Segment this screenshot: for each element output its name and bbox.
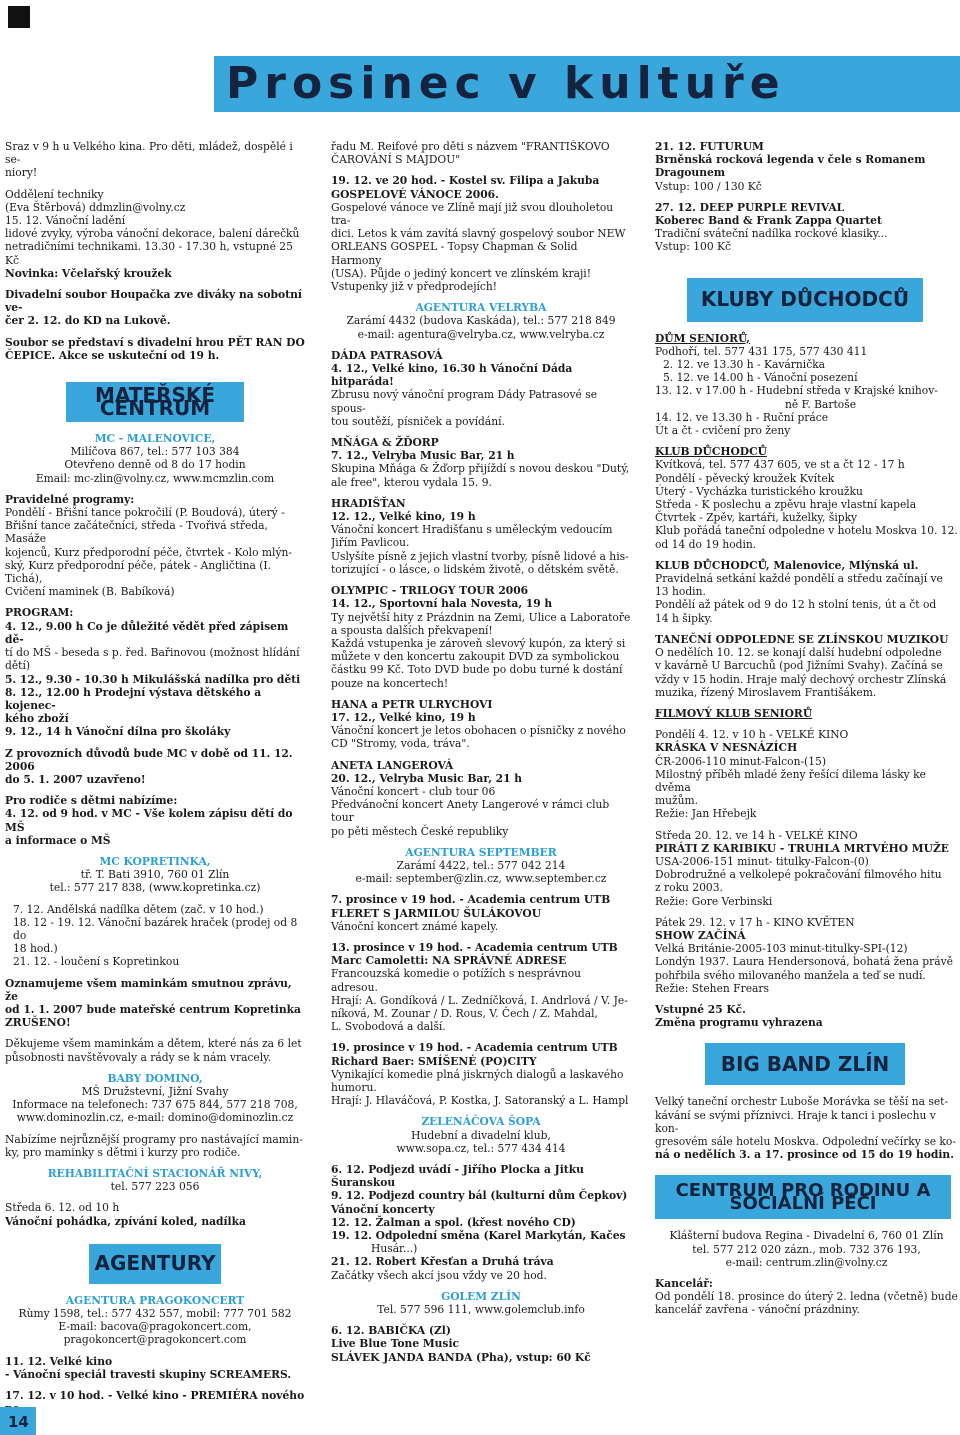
mnaga: MŇÁGA & ŽĎORP 7. 12., Velryba Music Bar, 21 h Skupina Mňága & Žďorp přijíždí s novou deskou "Dutý, ale free", kterou vydala 15. 9. [331, 436, 630, 489]
centrum-address: Klášterní budova Regina - Divadelní 6, 760 01 Zlín tel. 577 212 020 zázn., mob. 732 376 193, e-mail: centrum.zlin@volny.cz [669, 1229, 944, 1269]
kancelar: Kancelář: Od pondělí 18. prosince do úterý 2. ledna (včetně) bude kancelář zavřena - vánoční prázdniny. [655, 1277, 958, 1317]
langerova: ANETA LANGEROVÁ 20. 12., Velryba Music Bar, 21 h Vánoční koncert - club tour 06 Předvánoční koncert Anety Langerové v rámci club tour po pěti městech České republiky [331, 758, 610, 838]
futurum: 21. 12. FUTURUM Brněnská rocková legenda v čele s Romanem Dragounem Vstup: 100 / 130 Kč [655, 140, 926, 193]
pro-rodice: Pro rodiče s dětmi nabízíme: 4. 12. od 9 hod. v MC - Vše kolem zápisu dětí do MŠ a informace o MŠ [5, 794, 293, 847]
dum-senioru: DŮM SENIORŮ, Podhoří, tel. 577 431 175, 577 430 411 2. 12. ve 13.30 h - Kavárnička 5. 12. ve 14.00 h - Vánoční posezení 13. 12. v 17.00 h - Hudební středa v Krajské knihov- ně F. Bartoše 14. 12. ve 13.30 h - Ruční práce Út a čt - cvičení pro ženy [655, 331, 938, 438]
golem-items: 6. 12. BABIČKA (Zl) Live Blue Tone Music SLÁVEK JANDA BANDA (Pha), vstup: 60 Kč [331, 1324, 591, 1364]
golem-zlin: GOLEM ZLÍN Tel. 577 596 111, www.golemclub.info [377, 1289, 585, 1317]
divadelni-soubor: Divadelní soubor Houpačka zve diváky na sobotní ve- čer 2. 12. do KD na Lukově. [5, 288, 302, 328]
big-band-text: Velký taneční orchestr Luboše Morávka se těší na set- kávání se svými příznivci. Hraje k tanci i poslechu v kon- gresovém sále hotelu Moskva. Odpolední večírky se ko- ná o nedělích 3. a 17. prosince od 15 do 19 hodin. [655, 1095, 956, 1162]
film-kraska: Pondělí 4. 12. v 10 h - VELKÉ KINO KRÁSKA V NESNÁZÍCH ČR-2006-110 minut-Falcon-(15) Milostný příběh mladé ženy řešící dilema lásky ke dvěma mužům. Režie: Jan Hřebejk [655, 728, 926, 821]
hradistan: HRADIŠŤAN 12. 12., Velké kino, 19 h Vánoční koncert Hradišťanu s uměleckým vedoucím Jiřím Pavlicou. Uslyšíte písně z jejich vlastní tvorby, písně lidové a his- torizující - o lásce, o lidském životě, o dětském světě. [331, 496, 629, 576]
zelenacova-sopa: ZELENÁČOVA ŠOPA Hudební a divadelní klub, www.sopa.cz, tel.: 577 434 414 [396, 1115, 566, 1155]
agentura-pragokoncert: AGENTURA PRAGOKONCERT Rùmy 1598, tel.: 577 432 557, mobil: 777 701 582 E-mail: bacova@pragokoncert.com, pragokoncert@pragokoncert.com [18, 1293, 292, 1347]
title-banner [214, 56, 960, 112]
page-title: Prosinec v kultuře [226, 58, 786, 109]
oddeleni-techniky: Oddělení techniky (Eva Štěrbová) ddmzlin@volny.cz 15. 12. Vánoční ladění lidové zvyky, výroba vánoční dekorace, balení dárečků netradičními technikami. 13.30 - 17.30 h, vstupné 25 Kč Novinka: Včelařský kroužek [5, 187, 300, 280]
column-3 [655, 140, 958, 1410]
section-heading-agentury: AGENTURY [89, 1244, 221, 1284]
film-pirati: Středa 20. 12. ve 14 h - VELKÉ KINO PIRÁTI Z KARIBIKU - TRUHLA MRTVÉHO MUŽE USA-2006-151 minut- titulky-Falcon-(0) Dobrodružné a velkolepé pokračování filmového hitu z roku 2003. Režie: Gore Verbinski [655, 828, 949, 908]
rehab-stacionar: REHABILITAČNÍ STACIONÁŘ NIVY, tel. 577 223 056 [47, 1167, 263, 1194]
page-number: 14 [8, 1413, 29, 1431]
corner-square [8, 6, 30, 28]
deep-purple: 27. 12. DEEP PURPLE REVIVAL Koberec Band & Frank Zappa Quartet Tradiční sváteční nadílka rockové klasiky... Vstup: 100 Kč [655, 200, 888, 254]
provoz-notice: Z provozních důvodů bude MC v době od 11. 12. 2006 do 5. 1. 2007 uzavřeno! [5, 746, 293, 786]
soubor-hra: Soubor se představí s divadelní hrou PĚT RAN DO ČEPICE. Akce se uskuteční od 19 h. [5, 335, 305, 362]
dada: DÁDA PATRASOVÁ 4. 12., Velké kino, 16.30 h Vánoční Dáda hitparáda! Zbrusu nový vánoční program Dády Patrasové se spous- tou soutěží, písniček a povídání. [331, 348, 598, 428]
agentura-september: AGENTURA SEPTEMBER Zarámí 4422, tel.: 577 042 214 e-mail: september@zlin.cz, www.september.cz [355, 845, 607, 886]
column-2 [331, 140, 631, 1390]
mc-kopretinka: MC KOPRETINKA, tř. T. Bati 3910, 760 01 Zlín tel.: 577 217 838, (www.kopretinka.cz) [49, 854, 261, 895]
section-heading-big-band: BIG BAND ZLÍN [705, 1043, 905, 1085]
pravidelne-programy: Pravidelné programy: Pondělí - Břišní tance pokročilí (P. Boudová), úterý - Břišní tance začátečníci, středa - Tvořivá středa, Masáže kojenců, Kurz předporodní péče, čtvrtek - Kolo mlýn- ský, Kurz předporodní péče, pátek - Angličtina (I. Tichá), Cvičení maminek (B. Babíková) [5, 492, 293, 599]
utb-adresa: 13. prosince v 19 hod. - Academia centrum UTB Marc Camoletti: NA SPRÁVNÉ ADRESE Francouzská komedie o potížích s nesprávnou adresou. Hrají: A. Gondíková / L. Zedníčková, I. Andrlová / V. Je- níková, M. Zounar / D. Rous, V. Čech / Z. Mahdal, L. Svobodová a další. [331, 940, 628, 1034]
intro-text: Sraz v 9 h u Velkého kina. Pro děti, mládež, dospělé i se- niory! [5, 140, 293, 180]
section-heading-materske-centrum: MATEŘSKÉ CENTRUM [66, 382, 244, 422]
utb-fleret: 7. prosince v 19 hod. - Academia centrum UTB FLERET S JARMILOU ŠULÁKOVOU Vánoční koncert známé kapely. [331, 893, 611, 933]
olympic: OLYMPIC - TRILOGY TOUR 2006 14. 12., Sportovní hala Novesta, 19 h Ty největší hity z Prázdnin na Zemi, Ulice a Laboratoře a spousta dalších překvapení! Každá vstupenka je zároveň slevový kupón, za který si můžete v den koncertu zakoupit DVD za symbolickou částku 99 Kč. Toto DVD bude po dobu turné k dostání pouze na koncertech! [331, 584, 631, 690]
ulrychovi: HANA a PETR ULRYCHOVI 17. 12., Velké kino, 19 h Vánoční koncert je letos obohacen o písničky z nového CD "Stromy, voda, tráva". [331, 697, 626, 751]
section-heading-kluby-duchodcu: KLUBY DŮCHODCŮ [687, 278, 923, 322]
program-list: PROGRAM: 4. 12., 9.00 h Co je důležité vědět před zápisem dě- tí do MŠ - beseda s p. řed. Bařinovou (možnost hlídání dětí) 5. 12., 9.30 - 10.30 h Mikulášská nadílka pro děti 8. 12., 12.00 h Prodejní výstava dětského a kojenec- kého zboží 9. 12., 14 h Vánoční dílna pro školáky [5, 606, 301, 739]
agentura-velryba: AGENTURA VELRYBA Zarámí 4432 (budova Kaskáda), tel.: 577 218 849 e-mail: agentura@velryba.cz, www.velryba.cz [346, 301, 616, 341]
oznameni: Oznamujeme všem maminkám smutnou zprávu, že od 1. 1. 2007 bude mateřské centrum Kopretinka ZRUŠENO! [5, 976, 301, 1030]
gospel: 19. 12. ve 20 hod. - Kostel sv. Filipa a Jakuba GOSPELOVÉ VÁNOCE 2006. Gospelové vánoce ve Zlíně mají již svou dlouholetou tra- dici. Letos k vám zavítá slavný gospelový soubor NEW ORLEANS GOSPEL - Topsy Chapman & Solid Harmony (USA). Půjde o jediný koncert ve zlínském kraji! Vstupenky již v předprodejích! [331, 174, 626, 294]
kopretinka-items: 7. 12. Andělská nadílka dětem (zač. v 10 hod.) 18. 12 - 19. 12. Vánoční bazárek hraček (prodej od 8 do 18 hod.) 21. 12. - loučení s Kopretinkou [13, 902, 298, 969]
mc-malenovice: MC - MALENOVICE, Milíčova 867, tel.: 577 103 384 Otevřeno denně od 8 do 17 hodin Email: mc-zlin@volny.cz, www.mcmzlin.com [35, 432, 275, 485]
sopa-items: 6. 12. Podjezd uvádí - Jiřího Plocka a Jitku Šuranskou 9. 12. Podjezd country bál (kulturní dům Čepkov) Vánoční koncerty 12. 12. Žalman a spol. (křest nového CD) 19. 12. Odpolední směna (Karel Markytán, Kačes Husár...) 21. 12. Robert Křesťan a Druhá tráva Začátky všech akcí jsou vždy ve 20 hod. [331, 1163, 628, 1282]
filmovy-klub-title: FILMOVÝ KLUB SENIORŮ [655, 706, 813, 720]
section-heading-centrum-pro-rodinu: CENTRUM PRO RODINU A SOCIÁLNÍ PÉČI [655, 1175, 951, 1219]
prago-items: 11. 12. Velké kino - Vánoční speciál travesti skupiny SCREAMERS. 17. 12. v 10 hod. - Velké kino - PREMIÉRA nového [5, 1354, 305, 1403]
vstupne: Vstupné 25 Kč. Změna programu vyhrazena [655, 1002, 823, 1030]
streda-pohadka: Středa 6. 12. od 10 h Vánoční pohádka, zpívání koled, nadílka [5, 1201, 246, 1228]
reifova-cont: řadu M. Reifové pro děti s názvem "FRANTIŠKOVO ČAROVÁNÍ S MAJDOU" [331, 140, 610, 167]
utb-pocity: 19. prosince v 19 hod. - Academia centrum UTB Richard Baer: SMÍŠENÉ (PO)CITY Vynikající komedie plná jiskrných dialogů a laskavého humoru. Hrají: J. Hlaváčová, P. Kostka, J. Satoranský a L. Hampl [331, 1041, 629, 1108]
page-number-box [0, 1407, 36, 1435]
podekovani: Děkujeme všem maminkám a dětem, které nás za 6 let působnosti navštěvovaly a rády se k nám vracely. [5, 1037, 302, 1064]
film-show: Pátek 29. 12. v 17 h - KINO KVĚTEN SHOW ZAČÍNÁ Velká Británie-2005-103 minut-titulky-SPI-(12) Londýn 1937. Laura Hendersonová, bohatá žena právě pohřbila svého milovaného manžela a teď se nudí. Režie: Stehen Frears [655, 915, 953, 995]
nabizime: Nabízíme nejrůznější programy pro nastávající mamin- ky, pro maminky s dětmi i kurzy pro rodiče. [5, 1132, 303, 1159]
tanecni-odpoledne: TANEČNÍ ODPOLEDNE SE ZLÍNSKOU MUZIKOU O nedělích 10. 12. se konají další hudební odpoledne v kavárně U Barcuchů (pod Jižními Svahy). Začíná se vždy v 15 hodin. Hraje malý dechový orchestr Zlínská muzika, řízený Miroslavem Františákem. [655, 632, 949, 699]
baby-domino: BABY DOMINO, MŠ Družstevní, Jižní Svahy Informace na telefonech: 737 675 844, 577 218 708, www.dominozlin.cz, e-mail: domino@dominozlin.cz [12, 1071, 298, 1125]
klub-duchodcu-malenovice: KLUB DŮCHODCŮ, Malenovice, Mlýnská ul. Pravidelná setkání každé pondělí a středu začínají ve 13 hodin. Pondělí až pátek od 9 do 12 h stolní tenis, út a čt od 14 h šipky. [655, 558, 943, 625]
column-1 [5, 140, 305, 1430]
klub-duchodcu-kvitkova: KLUB DŮCHODCŮ Kvítková, tel. 577 437 605, ve st a čt 12 - 17 h Pondělí - pěvecký kroužek Kvítek Úterý - Vycházka turistického kroužku Středa - K poslechu a zpěvu hraje vlastní kapela Čtvrtek - Zpěv, kartáři, kuželky, šipky Klub pořádá taneční odpoledne v hotelu Moskva 10. 12. od 14 do 19 hodin. [655, 445, 958, 551]
